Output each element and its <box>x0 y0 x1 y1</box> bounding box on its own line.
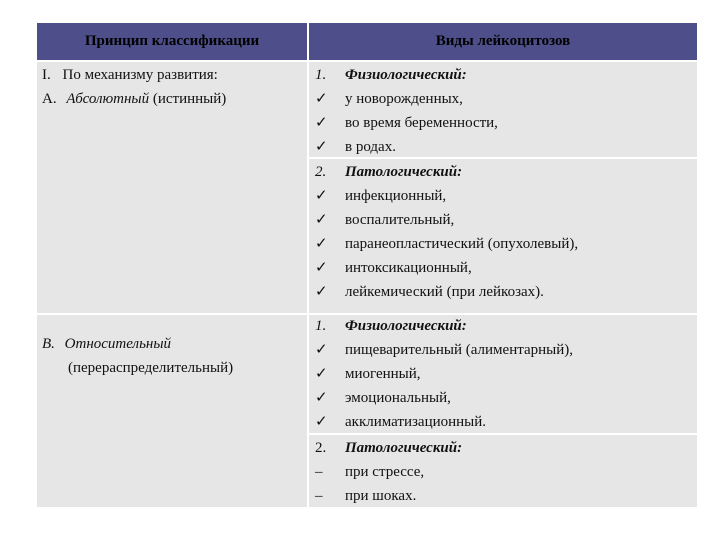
item-text: эмоциональный, <box>345 390 451 406</box>
principle-mechanism <box>42 63 218 87</box>
marker: 2. <box>315 164 327 180</box>
item-text: при стрессе, <box>345 464 425 480</box>
check-icon: ✓ <box>315 236 328 252</box>
dash-icon: – <box>315 488 323 504</box>
check-icon: ✓ <box>315 390 328 406</box>
check-icon: ✓ <box>315 115 328 131</box>
check-icon: ✓ <box>315 284 328 300</box>
type-title: Патологический: <box>345 164 463 180</box>
type-title: Физиологический: <box>345 67 467 83</box>
item-text: у новорожденных, <box>345 91 463 107</box>
principle-absolute <box>42 87 226 111</box>
check-icon: ✓ <box>315 139 328 155</box>
marker: 1. <box>315 318 327 334</box>
absolute-note: (истинный) <box>152 91 227 107</box>
classification-table <box>37 23 697 507</box>
check-icon: ✓ <box>315 366 328 382</box>
item-text: при шоках. <box>345 488 417 504</box>
type-title: Физиологический: <box>345 318 467 334</box>
marker: В. <box>42 336 55 352</box>
relative-label: Относительный <box>64 336 172 352</box>
principle-relative <box>42 332 171 356</box>
item-text: интоксикационный, <box>345 260 472 276</box>
check-icon: ✓ <box>315 212 328 228</box>
relative-note: (перераспределительный) <box>68 360 234 376</box>
check-icon: ✓ <box>315 188 328 204</box>
type-title: Патологический: <box>345 440 463 456</box>
dash-icon: – <box>315 464 323 480</box>
item-text: пищеварительный (алиментарный), <box>345 342 574 358</box>
item-text: во время беременности, <box>345 115 498 131</box>
check-icon: ✓ <box>315 342 328 358</box>
item-text: паранеопластический (опухолевый), <box>345 236 579 252</box>
item-text: акклиматизационный. <box>345 414 487 430</box>
principle-mechanism-text: По механизму развития: <box>62 67 218 83</box>
item-text: инфекционный, <box>345 188 447 204</box>
cell-absolute-physiological <box>309 62 697 157</box>
cell-absolute-principle <box>37 62 307 313</box>
item-text: миогенный, <box>345 366 421 382</box>
cell-absolute-pathological <box>309 159 697 313</box>
item-text: воспалительный, <box>345 212 455 228</box>
check-icon: ✓ <box>315 260 328 276</box>
absolute-label: Абсолютный <box>66 91 150 107</box>
marker: I. <box>42 67 51 83</box>
header-principle: Принцип классификации <box>37 23 307 60</box>
item-text: лейкемический (при лейкозах). <box>345 284 544 300</box>
cell-relative-principle <box>37 315 307 507</box>
marker: 2. <box>315 440 327 456</box>
check-icon: ✓ <box>315 91 328 107</box>
check-icon: ✓ <box>315 414 328 430</box>
marker: А. <box>42 91 57 107</box>
marker: 1. <box>315 67 327 83</box>
cell-relative-pathological <box>309 435 697 507</box>
header-types: Виды лейкоцитозов <box>309 23 697 60</box>
item-text: в родах. <box>345 139 396 155</box>
cell-relative-physiological <box>309 315 697 433</box>
